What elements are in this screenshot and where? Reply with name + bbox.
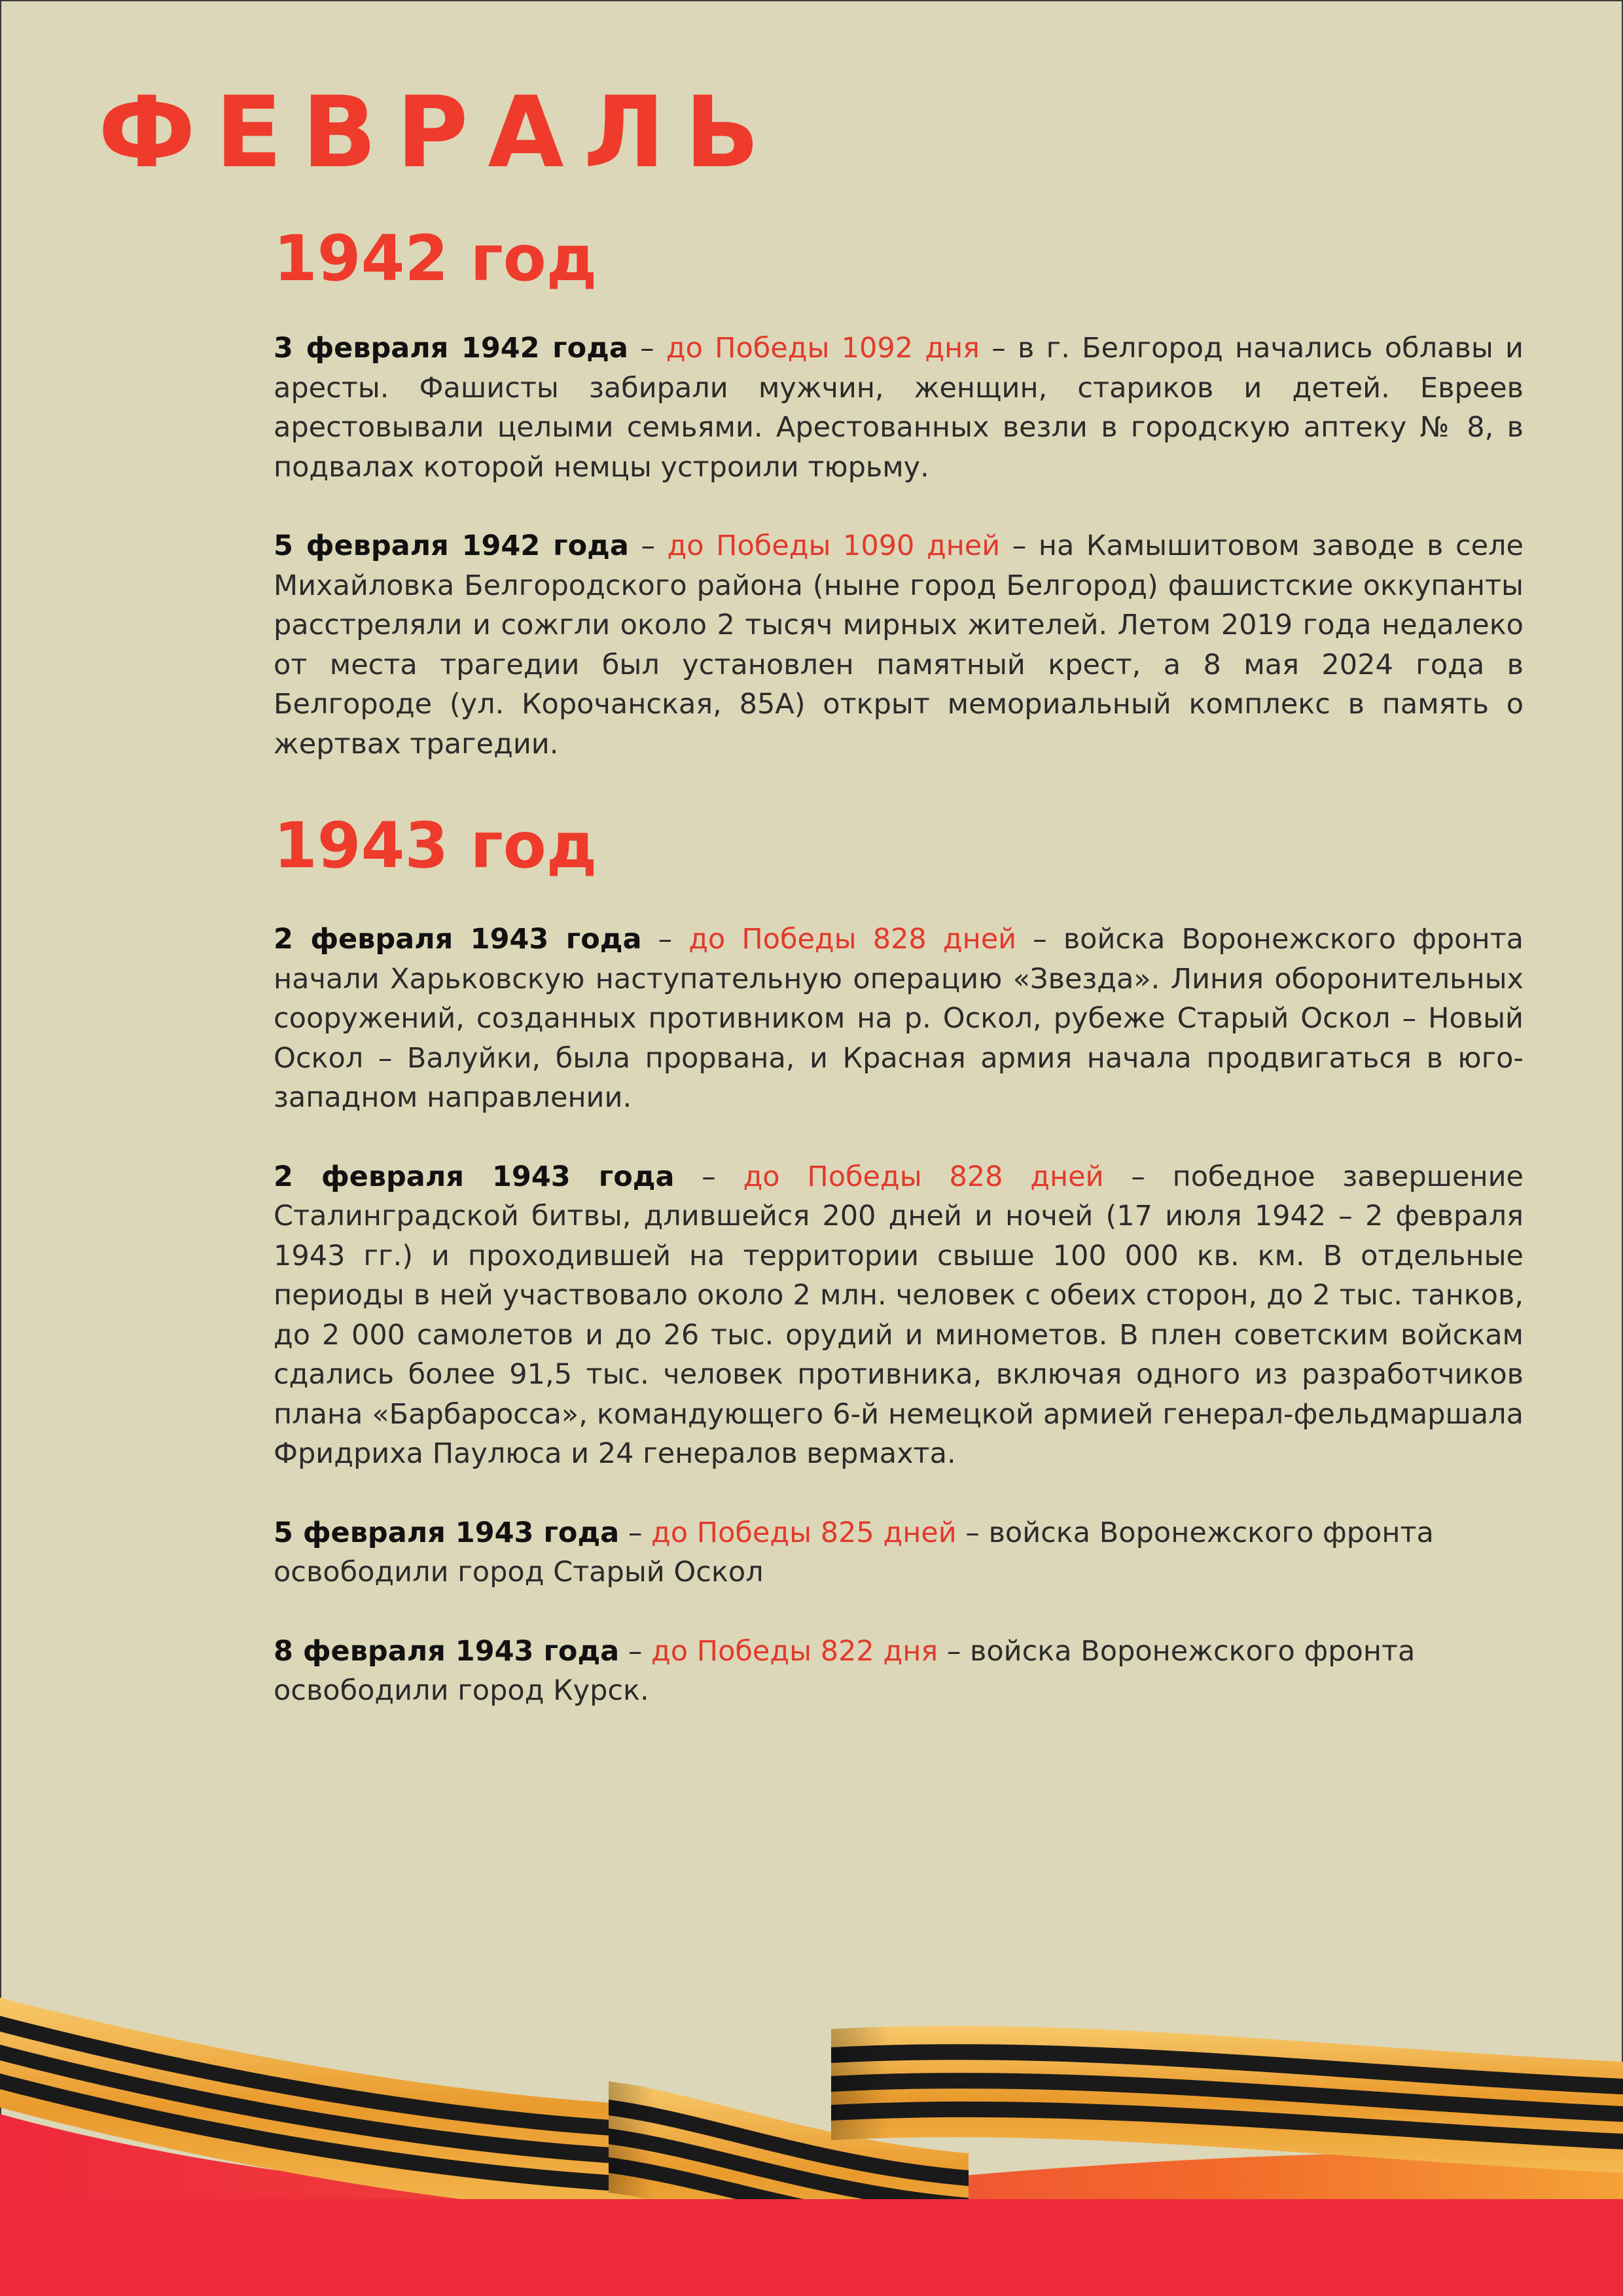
entry-separator: – <box>619 1634 652 1668</box>
entry-1943-2 <box>274 1157 1524 1474</box>
entry-separator: – <box>956 1516 989 1549</box>
month-title: ФЕВРАЛЬ <box>98 76 779 190</box>
entry-countdown: до Победы 822 дня <box>651 1634 938 1668</box>
entry-separator: – <box>674 1160 743 1193</box>
entry-separator: – <box>938 1634 971 1668</box>
entry-date: 2 февраля 1943 года <box>274 923 642 956</box>
entry-text: в г. Белгород начались облавы и аресты. Фашисты забирали мужчин, женщин, стариков и детей. Евреев арестовывали целыми семьями. Арестованных везли в городскую аптеку № 8, в подвалах которой немцы устроили тюрьму. <box>274 332 1524 484</box>
entry-separator: – <box>980 332 1018 365</box>
entry-1942-1 <box>274 329 1524 487</box>
entry-date: 5 февраля 1942 года <box>274 529 629 562</box>
entry-text: победное завершение Сталинградской битвы, длившейся 200 дней и ночей (17 июля 1942 – 2 февраля 1943 гг.) и проходившей на территории свыше 100 000 кв. км. В отдельные периоды в ней участвовало около 2 млн. человек с обеих сторон, до 2 тыс. танков, до 2 000 самолетов и до 26 тыс. орудий и минометов. В плен советским войскам сдались более 91,5 тыс. человек противника, включая одного из разработчиков плана «Барбаросса», командующего 6-й немецкой армией генерал-фельдмаршала Фридриха Паулюса и 24 генералов вермахта. <box>274 1160 1524 1470</box>
entry-countdown: до Победы 828 дней <box>743 1160 1104 1193</box>
entry-separator: – <box>628 529 668 562</box>
entry-date: 5 февраля 1943 года <box>274 1516 620 1549</box>
entry-text: на Камышитовом заводе в селе Михайловка Белгородского района (ныне город Белгород) фашистские оккупанты расстреляли и сожгли около 2 тысяч мирных жителей. Летом 2019 года недалеко от места трагедии был установлен памятный крест, а 8 мая 2024 года в Белгороде (ул. Корочанская, 85А) открыт мемориальный комплекс в память о жертвах трагедии. <box>274 529 1524 761</box>
entry-date: 8 февраля 1943 года <box>274 1634 620 1668</box>
ribbon-icon <box>0 1990 1623 2296</box>
entry-text: войска Воронежского фронта освободили город Курск. <box>274 1634 1416 1707</box>
entry-1942-2 <box>274 526 1524 764</box>
year-heading-1942: 1942 год <box>274 222 597 295</box>
st-george-ribbon-footer <box>0 1990 1623 2296</box>
ribbon-band-right <box>831 2026 1623 2173</box>
footer-red-bar <box>0 2199 1623 2296</box>
entry-date: 2 февраля 1943 года <box>274 1160 675 1193</box>
entry-1943-4 <box>274 1632 1524 1711</box>
entry-countdown: до Победы 825 дней <box>651 1516 957 1549</box>
entry-countdown: до Победы 1090 дней <box>667 529 1001 562</box>
entry-text: войска Воронежского фронта начали Харьковскую наступательную операцию «Звезда». Линия оборонительных сооружений, созданных противником на р. Оскол, рубеже Старый Оскол – Новый Оскол – Валуйки, была прорвана, и Красная армия начала продвигаться в юго-западном направлении. <box>274 923 1524 1114</box>
entry-separator: – <box>628 332 666 365</box>
entry-separator: – <box>1000 529 1039 562</box>
entry-1943-1 <box>274 920 1524 1118</box>
entry-separator: – <box>1103 1160 1173 1193</box>
entry-countdown: до Победы 1092 дня <box>666 332 980 365</box>
entry-separator: – <box>641 923 689 956</box>
entry-separator: – <box>619 1516 652 1549</box>
entry-1943-3 <box>274 1513 1524 1592</box>
entry-date: 3 февраля 1942 года <box>274 332 628 365</box>
entry-countdown: до Победы 828 дней <box>688 923 1017 956</box>
entry-text: войска Воронежского фронта освободили город Старый Оскол <box>274 1516 1434 1588</box>
entry-separator: – <box>1016 923 1063 956</box>
content <box>274 216 1524 1750</box>
year-heading-1943: 1943 год <box>274 809 597 882</box>
